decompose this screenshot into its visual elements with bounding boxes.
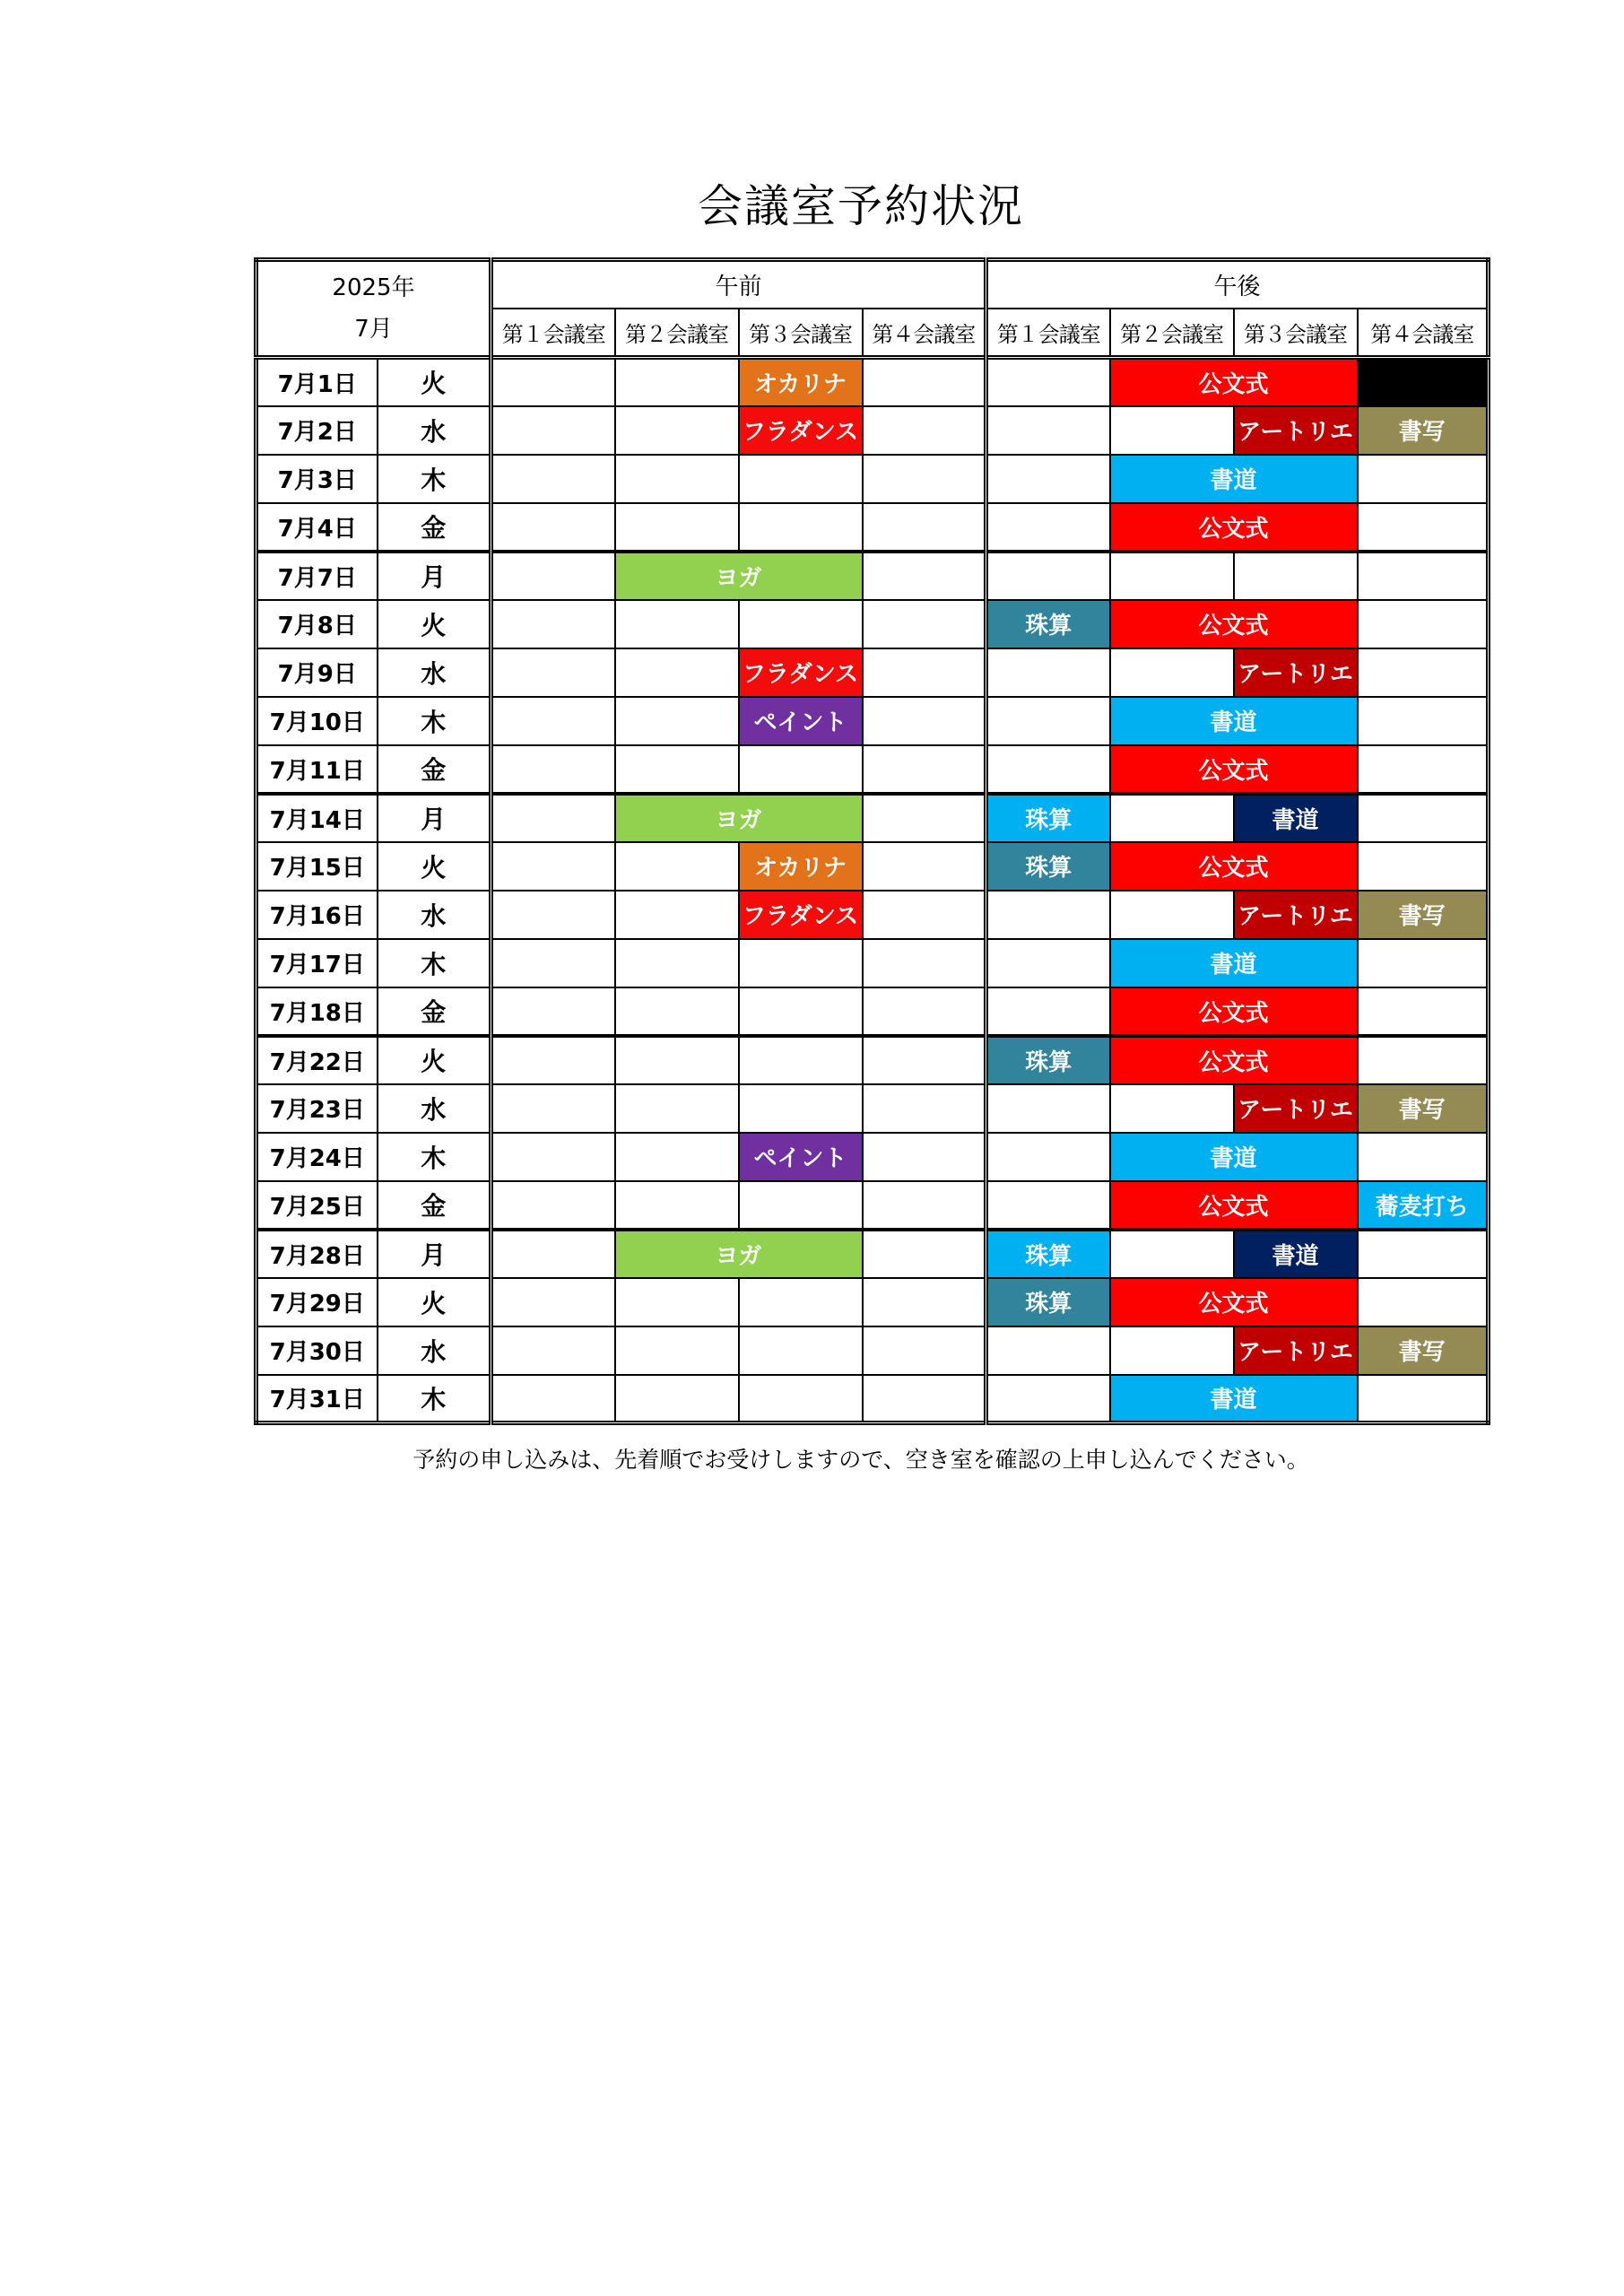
weekday-cell: 木 — [378, 1133, 491, 1181]
empty-cell — [1358, 1036, 1489, 1084]
date-cell: 7月9日 — [256, 648, 378, 697]
schedule-row — [256, 455, 1489, 503]
schedule-body — [256, 358, 1489, 1423]
empty-cell — [986, 987, 1110, 1036]
weekday-cell: 水 — [378, 891, 491, 939]
date-cell: 7月14日 — [256, 794, 378, 842]
empty-cell — [986, 1084, 1110, 1133]
empty-cell — [491, 794, 615, 842]
empty-cell — [491, 648, 615, 697]
booking-cell: ペイント — [739, 1133, 863, 1181]
booking-cell: ヨガ — [615, 794, 863, 842]
date-cell: 7月31日 — [256, 1375, 378, 1423]
empty-cell — [615, 1084, 739, 1133]
booking-cell: 公文式 — [1110, 842, 1358, 891]
weekday-cell: 火 — [378, 358, 491, 406]
empty-cell — [1234, 552, 1358, 600]
empty-cell — [863, 503, 986, 552]
booking-cell: 書写 — [1358, 891, 1489, 939]
schedule-row — [256, 1036, 1489, 1084]
reserved-cell — [1358, 358, 1489, 406]
empty-cell — [615, 648, 739, 697]
booking-cell: 書道 — [1110, 1375, 1358, 1423]
reservation-table — [254, 257, 1490, 1425]
date-cell: 7月17日 — [256, 939, 378, 987]
empty-cell — [1358, 842, 1489, 891]
weekday-cell: 月 — [378, 1230, 491, 1278]
empty-cell — [1358, 794, 1489, 842]
pm-room-3-header: 第３会議室 — [1234, 309, 1358, 358]
empty-cell — [491, 1084, 615, 1133]
empty-cell — [615, 455, 739, 503]
empty-cell — [491, 358, 615, 406]
booking-cell: 公文式 — [1110, 987, 1358, 1036]
empty-cell — [491, 939, 615, 987]
date-cell: 7月3日 — [256, 455, 378, 503]
empty-cell — [615, 939, 739, 987]
empty-cell — [986, 406, 1110, 455]
empty-cell — [1110, 1084, 1234, 1133]
booking-cell: アートリエ — [1234, 406, 1358, 455]
empty-cell — [1358, 1375, 1489, 1423]
booking-cell: 公文式 — [1110, 358, 1358, 406]
empty-cell — [491, 455, 615, 503]
empty-cell — [863, 1036, 986, 1084]
schedule-row — [256, 891, 1489, 939]
schedule-row — [256, 406, 1489, 455]
empty-cell — [863, 648, 986, 697]
date-cell: 7月22日 — [256, 1036, 378, 1084]
empty-cell — [986, 939, 1110, 987]
booking-cell: オカリナ — [739, 842, 863, 891]
empty-cell — [863, 600, 986, 648]
pm-room-1-header: 第１会議室 — [986, 309, 1110, 358]
booking-cell: 書写 — [1358, 1326, 1489, 1375]
empty-cell — [863, 745, 986, 794]
weekday-cell: 月 — [378, 552, 491, 600]
empty-cell — [1358, 697, 1489, 745]
empty-cell — [1358, 987, 1489, 1036]
empty-cell — [1110, 1230, 1234, 1278]
empty-cell — [1110, 648, 1234, 697]
booking-cell: アートリエ — [1234, 891, 1358, 939]
empty-cell — [739, 455, 863, 503]
year-month-header — [256, 260, 491, 358]
empty-cell — [491, 1278, 615, 1326]
empty-cell — [863, 1181, 986, 1230]
pm-room-4-header: 第４会議室 — [1358, 309, 1489, 358]
empty-cell — [615, 1326, 739, 1375]
empty-cell — [863, 697, 986, 745]
empty-cell — [615, 1375, 739, 1423]
empty-cell — [739, 1036, 863, 1084]
empty-cell — [491, 745, 615, 794]
date-cell: 7月8日 — [256, 600, 378, 648]
empty-cell — [739, 1278, 863, 1326]
booking-cell: ヨガ — [615, 552, 863, 600]
booking-cell: 珠算 — [986, 842, 1110, 891]
empty-cell — [863, 987, 986, 1036]
booking-cell: 書道 — [1234, 794, 1358, 842]
page-title: 会議室予約状況 — [698, 180, 1024, 232]
empty-cell — [615, 358, 739, 406]
booking-cell: 公文式 — [1110, 1278, 1358, 1326]
am-room-3-header: 第３会議室 — [739, 309, 863, 358]
empty-cell — [615, 1278, 739, 1326]
empty-cell — [1358, 600, 1489, 648]
weekday-cell: 水 — [378, 1084, 491, 1133]
empty-cell — [739, 1375, 863, 1423]
booking-cell: ヨガ — [615, 1230, 863, 1278]
empty-cell — [615, 600, 739, 648]
pm-header: 午後 — [986, 260, 1489, 309]
booking-cell: 書道 — [1234, 1230, 1358, 1278]
empty-cell — [615, 503, 739, 552]
empty-cell — [615, 745, 739, 794]
empty-cell — [1358, 552, 1489, 600]
empty-cell — [1110, 552, 1234, 600]
booking-cell: 書道 — [1110, 939, 1358, 987]
booking-cell: 公文式 — [1110, 600, 1358, 648]
empty-cell — [986, 1133, 1110, 1181]
empty-cell — [863, 891, 986, 939]
empty-cell — [739, 939, 863, 987]
empty-cell — [863, 842, 986, 891]
booking-cell: 書写 — [1358, 1084, 1489, 1133]
schedule-row — [256, 1230, 1489, 1278]
empty-cell — [863, 794, 986, 842]
booking-cell: 書道 — [1110, 455, 1358, 503]
date-cell: 7月16日 — [256, 891, 378, 939]
empty-cell — [739, 745, 863, 794]
empty-cell — [615, 987, 739, 1036]
schedule-row — [256, 745, 1489, 794]
booking-cell: 公文式 — [1110, 745, 1358, 794]
empty-cell — [491, 891, 615, 939]
empty-cell — [1358, 1230, 1489, 1278]
empty-cell — [863, 455, 986, 503]
empty-cell — [986, 745, 1110, 794]
empty-cell — [739, 1084, 863, 1133]
empty-cell — [1358, 1278, 1489, 1326]
empty-cell — [491, 600, 615, 648]
booking-cell: フラダンス — [739, 891, 863, 939]
booking-cell: アートリエ — [1234, 1084, 1358, 1133]
empty-cell — [491, 1375, 615, 1423]
schedule-row — [256, 1181, 1489, 1230]
booking-cell: フラダンス — [739, 648, 863, 697]
empty-cell — [615, 1133, 739, 1181]
am-header: 午前 — [491, 260, 986, 309]
empty-cell — [1110, 891, 1234, 939]
date-cell: 7月10日 — [256, 697, 378, 745]
empty-cell — [986, 1375, 1110, 1423]
am-room-4-header: 第４会議室 — [863, 309, 986, 358]
empty-cell — [863, 358, 986, 406]
empty-cell — [491, 1230, 615, 1278]
empty-cell — [491, 1181, 615, 1230]
booking-cell: ペイント — [739, 697, 863, 745]
empty-cell — [615, 1036, 739, 1084]
date-cell: 7月23日 — [256, 1084, 378, 1133]
empty-cell — [986, 552, 1110, 600]
empty-cell — [739, 600, 863, 648]
weekday-cell: 水 — [378, 1326, 491, 1375]
weekday-cell: 火 — [378, 1278, 491, 1326]
empty-cell — [1110, 1326, 1234, 1375]
empty-cell — [491, 842, 615, 891]
booking-cell: 公文式 — [1110, 503, 1358, 552]
booking-cell: 書道 — [1110, 697, 1358, 745]
empty-cell — [491, 406, 615, 455]
schedule-row — [256, 503, 1489, 552]
schedule-row — [256, 987, 1489, 1036]
weekday-cell: 金 — [378, 745, 491, 794]
weekday-cell: 火 — [378, 600, 491, 648]
empty-cell — [491, 987, 615, 1036]
weekday-cell: 金 — [378, 503, 491, 552]
booking-cell: 珠算 — [986, 1036, 1110, 1084]
empty-cell — [863, 939, 986, 987]
booking-cell: 珠算 — [986, 1230, 1110, 1278]
empty-cell — [491, 1326, 615, 1375]
schedule-row — [256, 842, 1489, 891]
weekday-cell: 月 — [378, 794, 491, 842]
schedule-row — [256, 1133, 1489, 1181]
empty-cell — [1358, 503, 1489, 552]
booking-cell: 珠算 — [986, 1278, 1110, 1326]
empty-cell — [1358, 939, 1489, 987]
empty-cell — [491, 503, 615, 552]
empty-cell — [863, 1230, 986, 1278]
date-cell: 7月25日 — [256, 1181, 378, 1230]
weekday-cell: 木 — [378, 1375, 491, 1423]
booking-cell: 公文式 — [1110, 1036, 1358, 1084]
date-cell: 7月24日 — [256, 1133, 378, 1181]
weekday-cell: 金 — [378, 1181, 491, 1230]
weekday-cell: 火 — [378, 842, 491, 891]
empty-cell — [491, 697, 615, 745]
schedule-row — [256, 1084, 1489, 1133]
weekday-cell: 金 — [378, 987, 491, 1036]
booking-cell: フラダンス — [739, 406, 863, 455]
empty-cell — [986, 358, 1110, 406]
date-cell: 7月18日 — [256, 987, 378, 1036]
booking-cell: 珠算 — [986, 600, 1110, 648]
empty-cell — [739, 987, 863, 1036]
empty-cell — [986, 1326, 1110, 1375]
empty-cell — [863, 1084, 986, 1133]
booking-cell: アートリエ — [1234, 648, 1358, 697]
booking-cell: 珠算 — [986, 794, 1110, 842]
date-cell: 7月7日 — [256, 552, 378, 600]
date-cell: 7月1日 — [256, 358, 378, 406]
empty-cell — [863, 1375, 986, 1423]
empty-cell — [1358, 648, 1489, 697]
empty-cell — [986, 455, 1110, 503]
weekday-cell: 木 — [378, 939, 491, 987]
empty-cell — [615, 697, 739, 745]
date-cell: 7月30日 — [256, 1326, 378, 1375]
date-cell: 7月15日 — [256, 842, 378, 891]
empty-cell — [986, 503, 1110, 552]
empty-cell — [1110, 406, 1234, 455]
schedule-row — [256, 697, 1489, 745]
schedule-row — [256, 1326, 1489, 1375]
schedule-row — [256, 552, 1489, 600]
booking-cell: 書道 — [1110, 1133, 1358, 1181]
empty-cell — [986, 648, 1110, 697]
booking-cell: 書写 — [1358, 406, 1489, 455]
empty-cell — [1110, 794, 1234, 842]
empty-cell — [1358, 745, 1489, 794]
empty-cell — [863, 552, 986, 600]
weekday-cell: 木 — [378, 455, 491, 503]
weekday-cell: 木 — [378, 697, 491, 745]
empty-cell — [491, 1133, 615, 1181]
empty-cell — [739, 503, 863, 552]
weekday-cell: 火 — [378, 1036, 491, 1084]
month-label: 7月 — [354, 316, 393, 343]
schedule-row — [256, 600, 1489, 648]
empty-cell — [739, 1181, 863, 1230]
schedule-row — [256, 794, 1489, 842]
am-room-1-header: 第１会議室 — [491, 309, 615, 358]
empty-cell — [863, 406, 986, 455]
empty-cell — [863, 1278, 986, 1326]
schedule-row — [256, 648, 1489, 697]
empty-cell — [1358, 455, 1489, 503]
empty-cell — [863, 1133, 986, 1181]
empty-cell — [615, 842, 739, 891]
am-room-2-header: 第２会議室 — [615, 309, 739, 358]
booking-cell: アートリエ — [1234, 1326, 1358, 1375]
empty-cell — [491, 1036, 615, 1084]
footer-note: 予約の申し込みは、先着順でお受けしますので、空き室を確認の上申し込んでください。 — [413, 1447, 1309, 1473]
schedule-row — [256, 1278, 1489, 1326]
empty-cell — [1358, 1133, 1489, 1181]
empty-cell — [986, 891, 1110, 939]
empty-cell — [615, 406, 739, 455]
empty-cell — [986, 1181, 1110, 1230]
schedule-row — [256, 358, 1489, 406]
schedule-row — [256, 1375, 1489, 1423]
empty-cell — [863, 1326, 986, 1375]
date-cell: 7月29日 — [256, 1278, 378, 1326]
empty-cell — [615, 1181, 739, 1230]
date-cell: 7月4日 — [256, 503, 378, 552]
date-cell: 7月28日 — [256, 1230, 378, 1278]
weekday-cell: 水 — [378, 406, 491, 455]
booking-cell: 公文式 — [1110, 1181, 1358, 1230]
year-label: 2025年 — [332, 274, 415, 301]
weekday-cell: 水 — [378, 648, 491, 697]
schedule-row — [256, 939, 1489, 987]
empty-cell — [739, 1326, 863, 1375]
empty-cell — [986, 697, 1110, 745]
empty-cell — [615, 891, 739, 939]
booking-cell: オカリナ — [739, 358, 863, 406]
pm-room-2-header: 第２会議室 — [1110, 309, 1234, 358]
date-cell: 7月11日 — [256, 745, 378, 794]
booking-cell: 蕎麦打ち — [1358, 1181, 1489, 1230]
date-cell: 7月2日 — [256, 406, 378, 455]
empty-cell — [491, 552, 615, 600]
